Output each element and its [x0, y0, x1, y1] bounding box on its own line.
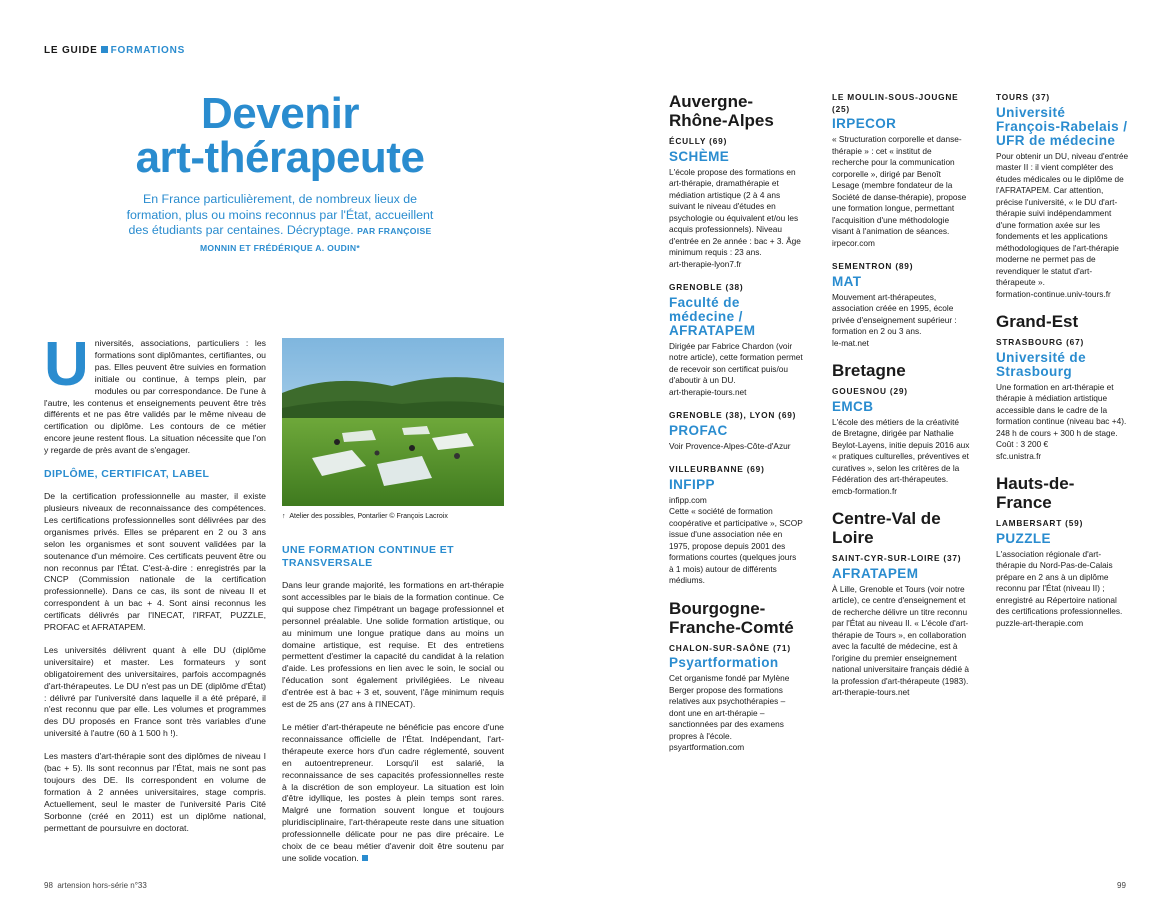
- entry-url: irpecor.com: [832, 237, 875, 248]
- article-column-2: [282, 540, 504, 876]
- paragraph-masters: Les masters d'art-thérapie sont des diplômes de niveau I (bac + 5). Ils sont reconnus par l'État, mais ne sont pas toujours des DE. Ils correspondent en volume de formation à 2 années universitaires, stage compris. Actuellement, seul le master de l'université Paris Cité Sorbonne (créé en 2011) est un diplôme national, permettant de poursuivre en doctorat.: [44, 751, 266, 833]
- entry-description: L'école des métiers de la créativité de Bretagne, dirigée par Nathalie Beylot-Layens, initie depuis 2016 aux « pratiques culturelles, préventives et curatives », selon les critères de la Fédération des art-thérapeutes. emcb-formation.fr: [832, 416, 970, 496]
- entry-location: SEMENTRON (89): [832, 261, 914, 271]
- directory-column-1: [669, 92, 803, 766]
- entry-location: VILLEURBANNE (69): [669, 464, 765, 474]
- intro-paragraph: niversités, associations, particuliers : les formations sont diplômantes, certifiantes, ou pas. Elles peuvent être suivies en formation initiale ou continue, à temps plein, par modules ou par correspondance. De l'une à l'autre, les contenus et enseignements peuvent être très différents et ne pas être validés par le même niveau de certification ou diplôme. Les contours de ce métier encore jeune restent flous. La situation nécessite que l'on y regarde de près avant de s'engager.: [44, 338, 266, 456]
- page-number-right: 99: [1117, 881, 1126, 890]
- photo-caption: ↑ Atelier des possibles, Pontarlier © François Lacroix: [282, 513, 448, 520]
- entry-location: GRENOBLE (38): [669, 282, 744, 292]
- entry-url: art-therapie-lyon7.fr: [669, 258, 742, 269]
- entry-url: formation-continue.univ-tours.fr: [996, 288, 1111, 299]
- entry-location: LE MOULIN-SOUS-JOUGNE (25): [832, 92, 959, 114]
- lede: [120, 192, 440, 256]
- section-header: [44, 45, 185, 56]
- region-grand-est: Grand-Est: [996, 312, 1079, 331]
- region-bretagne: Bretagne: [832, 361, 906, 380]
- entry-url: emcb-formation.fr: [832, 485, 898, 496]
- entry-name: INFIPP: [669, 476, 715, 492]
- entry-description: Dirigée par Fabrice Chardon (voir notre article), cette formation permet de recevoir son certificat puis/ou d'aboutir à un DU. art-therapie-tours.net: [669, 340, 803, 397]
- entry-url: psyartformation.com: [669, 742, 745, 752]
- entry-name: AFRATAPEM: [832, 565, 919, 581]
- paragraph-certification: De la certification professionnelle au master, il existe plusieurs niveaux de reconnaissance des compétences. Les certifications professionnelles sont délivrées par des organismes privés. Elles se préparent en 2 ou 3 ans selon les organismes et sont souvent validées par la soutenance d'un mémoire. Ces certificats peuvent être ou non reconnus par l'État. C'est-à-dire : enregistrés par la CNCP (Commission nationale de la certification professionnelle). Dans ce cas, ils sont de niveau II et correspondent à un bac + 4. Sont ainsi reconnus les certificats délivrés par l'INECAT, l'IRFAT, PUZZLE, PROFAC et AFRATAPEM.: [44, 491, 266, 633]
- entry-name: Psyartformation: [669, 655, 779, 670]
- entry-url: infipp.com: [669, 494, 707, 505]
- entry-location: STRASBOURG (67): [996, 337, 1085, 347]
- entry-name: Faculté de médecine / AFRATAPEM: [669, 294, 756, 338]
- entry-name: PUZZLE: [996, 530, 1051, 546]
- lede-text: En France particulièrement, de nombreux lieux de formation, plus ou moins reconnus par l'État, accueillent des étudiants par centaines. Décryptage.: [126, 192, 434, 237]
- region-auvergne: Auvergne-Rhône-Alpes: [669, 92, 774, 130]
- entry-description: Mouvement art-thérapeutes, association créée en 1995, école privée d'enseignement supérieur : formation en 2 ou 3 ans. le-mat.net: [832, 291, 957, 348]
- region-bourgogne: Bourgogne-Franche-Comté: [669, 598, 794, 637]
- section-label: FORMATIONS: [110, 45, 186, 56]
- entry-url: le-mat.net: [832, 337, 869, 348]
- directory-column-2: [832, 92, 970, 711]
- entry-description: À Lille, Grenoble et Tours (voir notre article), ce centre d'enseignement et de recherche délivre un titre reconnu par l'État au niveau II. « L'école d'art-thérapie de Tours », en collaboration avec la faculté de médecine, est à l'origine du premier enseignement national universitaire français dédié à la profession d'art-thérapeute (1983). art-therapie-tours.net: [832, 583, 969, 697]
- entry-description: Pour obtenir un DU, niveau d'entrée master II : il vient compléter des études médicales ou le diplôme de l'AFRATAPEM. Car attention, précise l'université, « le DU d'art-thérapie suivi indépendamment d'une formation axée sur les fondements et les applications méthodologiques de l'art-thérapie moderne ne permet pas de revendiquer le statut d'art-thérapeute ». formation-continue.univ-tours.fr: [996, 150, 1129, 299]
- dropcap: U: [44, 330, 89, 399]
- guide-label: LE GUIDE: [44, 45, 98, 56]
- paragraph-universites: Les universités délivrent quant à elle DU (diplôme universitaire) et master. Les formateurs y sont obligatoirement des universitaires, parfois accompagnés d'art-thérapeutes. Le DU n'est pas un DE (diplôme d'État) : délivré par l'université dans laquelle il a été préparé, il n'est reconnu que par elle. Les volumes et programmes des DU proposés en France sont très variables d'une université à l'autre (60 à 1 500 h !).: [44, 644, 266, 739]
- end-mark-icon: [362, 855, 368, 861]
- paragraph-metier: Le métier d'art-thérapeute ne bénéficie pas encore d'une reconnaissance officielle de l'État. Indépendant, l'art-thérapeute exerce hors d'un cadre réglementé, souvent en autoentrepreneur. Lorsqu'il est salarié, la reconnaissance de ses capacités professionnelles reste à la discrétion de son employeur. La situation est loin d'être idyllique, les postes à plein temps sont rares. Malgré une formation souvent longue et toujours pluridisciplinaire, l'art-thérapeute reste dans une situation professionnelle délicate pour ne pas dire précaire. Le choix de ce beau métier d'avenir doit être soutenu par une solide vocation.: [282, 721, 504, 863]
- entry-location: CHALON-SUR-SAÔNE (71): [669, 642, 791, 653]
- title-line-1: Devenir: [201, 89, 359, 138]
- entry-name: Université de Strasbourg: [996, 349, 1086, 379]
- heading-diplome: DIPLÔME, CERTIFICAT, LABEL: [44, 468, 210, 481]
- entry-description: L'association régionale d'art-thérapie du Nord-Pas-de-Calais prépare en 2 ans à un diplôme reconnu par l'État (niveau II) ; enregistré au Répertoire national des certifications professionnelles. puzzle-art-therapie.com: [996, 548, 1123, 628]
- entry-name: PROFAC: [669, 422, 728, 438]
- title-line-2: art-thérapeute: [135, 133, 425, 182]
- entry-url: art-therapie-tours.net: [669, 386, 747, 397]
- entry-name: Université François-Rabelais / UFR de médecine: [996, 104, 1128, 148]
- entry-name: MAT: [832, 273, 862, 289]
- entry-name: SCHÈME: [669, 148, 730, 164]
- page-title: [80, 89, 480, 182]
- region-centre: Centre-Val de Loire: [832, 509, 941, 547]
- entry-location: ÉCULLY (69): [669, 136, 728, 146]
- directory-column-3: [996, 92, 1130, 641]
- entry-description: « Structuration corporelle et danse-thérapie » : cet « institut de recherche pour la communication corporelle », dirigé par Benoît Lesage (membre fondateur de la Société de danse-thérapie), propose une formation longue, permettant l'acquisition d'une méthodologie visant à l'animation de séances. irpecor.com: [832, 134, 967, 248]
- entry-url: art-therapie-tours.net: [832, 687, 910, 697]
- entry-location: GOUESNOU (29): [832, 386, 908, 396]
- article-column-1: [44, 330, 266, 846]
- publication-name: artension hors-série n°33: [57, 881, 147, 890]
- entry-url: sfc.unistra.fr: [996, 450, 1042, 461]
- entry-name: EMCB: [832, 398, 874, 414]
- entry-name: IRPECOR: [832, 116, 897, 131]
- byline: PAR FRANÇOISE MONNIN ET FRÉDÉRIQUE A. OUDIN*: [199, 226, 432, 253]
- entry-url: puzzle-art-therapie.com: [996, 617, 1084, 628]
- page-number-left: 98: [44, 881, 53, 890]
- entry-location: TOURS (37): [996, 92, 1050, 102]
- footer-left: [44, 881, 147, 890]
- entry-description: L'école propose des formations en art-thérapie, dramathérapie et médiation artistique (2 à 4 ans suivant le niveau d'études en psychologie ou équivalent et/ou les acquis professionnels). Niveau d'entrée en 2e année : bac + 3. Âge minimum requis : 23 ans. art-therapie-lyon7.fr: [669, 166, 801, 269]
- region-hauts-de-france: Hauts-de-France: [996, 474, 1075, 512]
- entry-description: infipp.com Cette « société de formation coopérative et participative », SCOP issue d'une association née en 1975, propose depuis 2001 des formations courtes (quelques jours à 1 mois) autour de différents médiums.: [669, 494, 803, 585]
- entry-location: SAINT-CYR-SUR-LOIRE (37): [832, 553, 962, 563]
- entry-description: Une formation en art-thérapie et thérapie à médiation artistique accessible dans le cadre de la formation continue (niveau bac +4). 248 h de cours + 300 h de stage. Coût : 3 200 € sfc.unistra.fr: [996, 381, 1127, 461]
- entry-description: Voir Provence-Alpes-Côte-d'Azur: [669, 440, 791, 451]
- heading-formation-continue: UNE FORMATION CONTINUE ET TRANSVERSALE: [282, 544, 454, 569]
- entry-location: GRENOBLE (38), LYON (69): [669, 410, 797, 420]
- paragraph-formation-continue: Dans leur grande majorité, les formations en art-thérapie sont accessibles par le biais de la formation continue. Ce qui suppose chez l'impétrant un bagage professionnel et personnel préalable. Une solide formation artistique, ou au minimum une longue pratique dans au moins un domaine artistique, est requise. Et des entretiens permettent d'estimer la capacité du candidat à la relation d'aide. Les professions en lien avec le soin, le social ou l'éducation sont également privilégiées. Le niveau d'entrée est à bac + 3 et, souvent, l'âge minimum requis est de 25 ans (27 ans à l'INECAT).: [282, 580, 504, 710]
- square-bullet-icon: [101, 46, 108, 53]
- article-photo: [282, 338, 504, 506]
- entry-location: LAMBERSART (59): [996, 518, 1084, 528]
- entry-description: Cet organisme fondé par Mylène Berger propose des formations relatives aux psychothérapies – dont une en art-thérapie – sanctionnées par des examens propres à l'école. psyartformation.com: [669, 673, 790, 752]
